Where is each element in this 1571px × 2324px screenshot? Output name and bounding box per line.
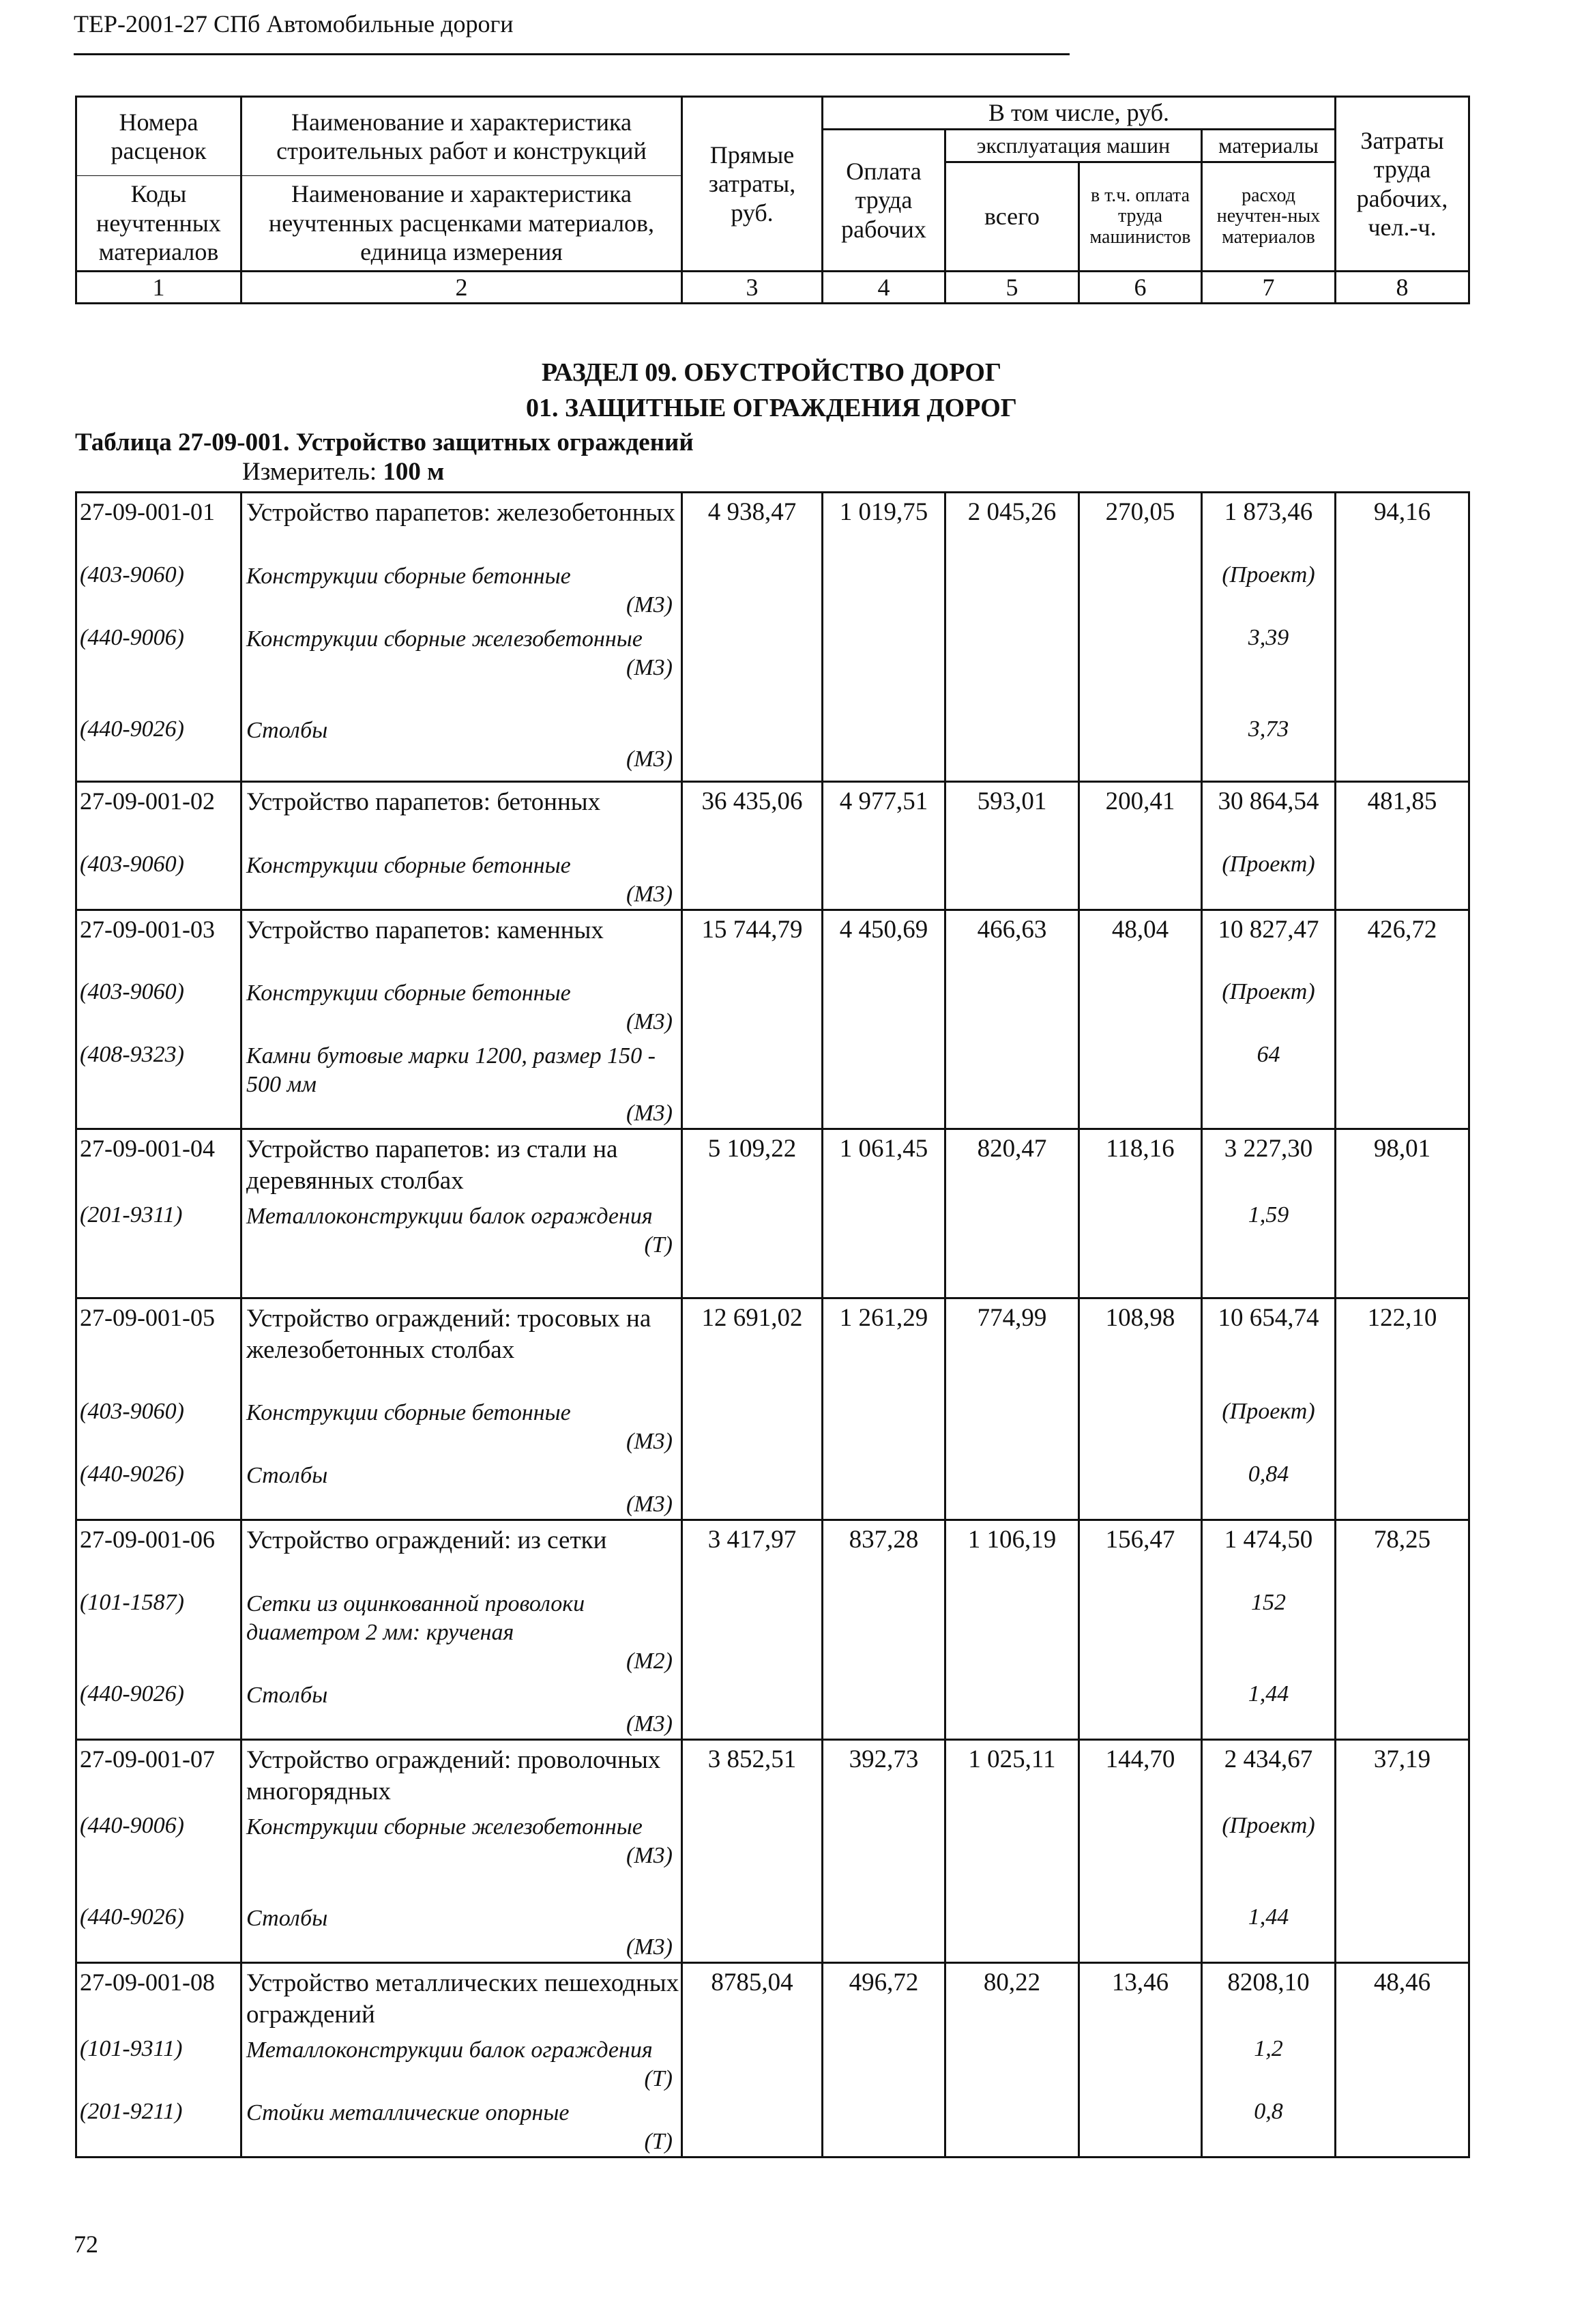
- rate-name: Устройство ограждений: тросовых на железобетонных столбах: [241, 1298, 682, 1393]
- material-code: (440-9026): [76, 1899, 241, 1963]
- empty-cell: [682, 711, 823, 782]
- material-code: (403-9060): [76, 1393, 241, 1456]
- empty-cell: [1079, 846, 1202, 910]
- header-labor-hours: Затраты труда рабочих, чел.-ч.: [1336, 97, 1469, 272]
- rate-machinists-cell: 144,70: [1079, 1739, 1202, 1807]
- page-number: 72: [74, 2231, 98, 2258]
- rate-name: Устройство металлических пешеходных ограждений: [241, 1962, 682, 2031]
- material-row: [76, 2093, 1469, 2158]
- material-quantity: 0,8: [1202, 2093, 1336, 2158]
- material-name: Конструкции сборные бетонные: [246, 1400, 571, 1425]
- rate-direct-cell: 3 852,51: [682, 1739, 823, 1807]
- material-name-cell: [241, 620, 682, 711]
- empty-cell: [682, 557, 823, 620]
- rate-row: [76, 910, 1469, 974]
- rate-direct-cell: 15 744,79: [682, 910, 823, 974]
- empty-cell: [682, 620, 823, 711]
- material-unit: (М3): [626, 1492, 673, 1517]
- rate-materials-cell: 8208,10: [1202, 1962, 1336, 2031]
- column-number: 7: [1202, 272, 1336, 304]
- rate-code: 27-09-001-05: [76, 1298, 241, 1393]
- rate-name: Устройство парапетов: бетонных: [241, 782, 682, 846]
- rate-code: 27-09-001-03: [76, 910, 241, 974]
- column-number: 2: [241, 272, 682, 304]
- rate-labor-cell: 837,28: [823, 1520, 945, 1584]
- material-unit: (Т): [644, 2065, 673, 2091]
- header-material-codes: Коды неучтенных материалов: [76, 176, 241, 272]
- material-code: (440-9006): [76, 1807, 241, 1899]
- empty-cell: [945, 1676, 1079, 1740]
- column-number: 1: [76, 272, 241, 304]
- rate-name: Устройство парапетов: каменных: [241, 910, 682, 974]
- rate-hours-cell: 78,25: [1336, 1520, 1469, 1584]
- empty-cell: [1079, 1676, 1202, 1740]
- empty-cell: [682, 846, 823, 910]
- material-row: [76, 1807, 1469, 1899]
- header-materials: материалы: [1202, 130, 1336, 162]
- rate-labor-cell: 1 061,45: [823, 1129, 945, 1197]
- rate-code: 27-09-001-01: [76, 493, 241, 557]
- material-row: [76, 1584, 1469, 1676]
- material-name: Столбы: [246, 717, 328, 743]
- empty-cell: [682, 2031, 823, 2093]
- material-row: [76, 557, 1469, 620]
- empty-cell: [945, 620, 1079, 711]
- material-code: (440-9026): [76, 1676, 241, 1740]
- empty-cell: [823, 2093, 945, 2158]
- material-row: [76, 1676, 1469, 1740]
- rate-machinists-cell: 270,05: [1079, 493, 1202, 557]
- material-row: [76, 1197, 1469, 1298]
- material-quantity: 64: [1202, 1036, 1336, 1129]
- material-name-cell: [241, 2093, 682, 2158]
- empty-cell: [1336, 1197, 1469, 1298]
- rate-name: Устройство парапетов: из стали на деревянных столбах: [241, 1129, 682, 1197]
- rate-entry: [76, 782, 1469, 910]
- rate-machines-cell: 1 106,19: [945, 1520, 1079, 1584]
- material-name: Столбы: [246, 1682, 328, 1708]
- column-number: 8: [1336, 272, 1469, 304]
- rate-materials-cell: 30 864,54: [1202, 782, 1336, 846]
- rate-direct-cell: 36 435,06: [682, 782, 823, 846]
- rate-hours-cell: 122,10: [1336, 1298, 1469, 1393]
- material-quantity: (Проект): [1202, 846, 1336, 910]
- rate-materials-cell: 3 227,30: [1202, 1129, 1336, 1197]
- empty-cell: [1336, 1676, 1469, 1740]
- rate-machines-cell: 1 025,11: [945, 1739, 1079, 1807]
- header-workers-pay: Оплата труда рабочих: [823, 130, 945, 272]
- rate-machines-cell: 820,47: [945, 1129, 1079, 1197]
- material-quantity: 0,84: [1202, 1456, 1336, 1520]
- empty-cell: [1336, 846, 1469, 910]
- material-row: [76, 1036, 1469, 1129]
- empty-cell: [1336, 2031, 1469, 2093]
- material-code: (403-9060): [76, 974, 241, 1036]
- rate-materials-cell: 10 827,47: [1202, 910, 1336, 974]
- empty-cell: [1336, 1036, 1469, 1129]
- material-unit: (М3): [626, 746, 673, 772]
- rate-machinists-cell: 200,41: [1079, 782, 1202, 846]
- material-name: Стойки металлические опорные: [246, 2100, 570, 2125]
- section-title: РАЗДЕЛ 09. ОБУСТРОЙСТВО ДОРОГ: [541, 358, 1002, 387]
- empty-cell: [945, 1807, 1079, 1899]
- material-name-cell: [241, 711, 682, 782]
- material-quantity: 152: [1202, 1584, 1336, 1676]
- column-number: 5: [945, 272, 1079, 304]
- material-code: (403-9060): [76, 846, 241, 910]
- empty-cell: [945, 2093, 1079, 2158]
- rate-labor-cell: 1 261,29: [823, 1298, 945, 1393]
- empty-cell: [945, 1584, 1079, 1676]
- rate-row: [76, 1520, 1469, 1584]
- empty-cell: [945, 1456, 1079, 1520]
- material-name-cell: [241, 1899, 682, 1963]
- material-quantity: (Проект): [1202, 974, 1336, 1036]
- rate-machinists-cell: 48,04: [1079, 910, 1202, 974]
- rate-machines-cell: 593,01: [945, 782, 1079, 846]
- empty-cell: [823, 1899, 945, 1963]
- header-machine-operation: эксплуатация машин: [945, 130, 1202, 162]
- material-name-cell: [241, 846, 682, 910]
- rate-entry: [76, 1962, 1469, 2157]
- rate-hours-cell: 94,16: [1336, 493, 1469, 557]
- running-header: ТЕР-2001-27 СПб Автомобильные дороги: [74, 10, 514, 38]
- empty-cell: [945, 557, 1079, 620]
- material-name-cell: [241, 1456, 682, 1520]
- material-quantity: 3,73: [1202, 711, 1336, 782]
- empty-cell: [1336, 2093, 1469, 2158]
- empty-cell: [1079, 2031, 1202, 2093]
- header-machines-total: всего: [945, 162, 1079, 272]
- material-code: (201-9311): [76, 1197, 241, 1298]
- rate-labor-cell: 1 019,75: [823, 493, 945, 557]
- empty-cell: [682, 1584, 823, 1676]
- material-name-cell: [241, 1036, 682, 1129]
- rates-table: [75, 491, 1470, 2158]
- rate-name: Устройство парапетов: железобетонных: [241, 493, 682, 557]
- empty-cell: [1079, 620, 1202, 711]
- empty-cell: [823, 1036, 945, 1129]
- rate-machines-cell: 466,63: [945, 910, 1079, 974]
- material-name: Столбы: [246, 1905, 328, 1931]
- header-work-name: Наименование и характеристика строительных работ и конструкций: [241, 97, 682, 176]
- empty-cell: [945, 1197, 1079, 1298]
- unit-label: Измеритель:: [242, 458, 377, 486]
- material-code: (101-9311): [76, 2031, 241, 2093]
- material-name-cell: [241, 1584, 682, 1676]
- material-row: [76, 711, 1469, 782]
- empty-cell: [823, 711, 945, 782]
- material-quantity: (Проект): [1202, 1393, 1336, 1456]
- rate-name: Устройство ограждений: из сетки: [241, 1520, 682, 1584]
- rate-hours-cell: 48,46: [1336, 1962, 1469, 2031]
- empty-cell: [945, 2031, 1079, 2093]
- empty-cell: [1336, 1456, 1469, 1520]
- rate-labor-cell: 392,73: [823, 1739, 945, 1807]
- empty-cell: [945, 1393, 1079, 1456]
- empty-cell: [1336, 711, 1469, 782]
- rate-row: [76, 1129, 1469, 1197]
- empty-cell: [1336, 557, 1469, 620]
- rate-machinists-cell: 108,98: [1079, 1298, 1202, 1393]
- material-quantity: 1,2: [1202, 2031, 1336, 2093]
- material-name: Металлоконструкции балок ограждения: [246, 1204, 653, 1229]
- material-row: [76, 1899, 1469, 1963]
- material-unit: (М3): [626, 654, 673, 680]
- column-number: 3: [682, 272, 823, 304]
- empty-cell: [1079, 711, 1202, 782]
- material-row: [76, 2031, 1469, 2093]
- material-row: [76, 846, 1469, 910]
- empty-cell: [682, 1197, 823, 1298]
- material-name-cell: [241, 1197, 682, 1298]
- empty-cell: [823, 1197, 945, 1298]
- material-unit: (М3): [626, 1842, 673, 1868]
- empty-cell: [823, 974, 945, 1036]
- material-unit: (Т): [644, 1232, 673, 1258]
- empty-cell: [1336, 1807, 1469, 1899]
- empty-cell: [682, 1393, 823, 1456]
- header-direct-costs: Прямые затраты, руб.: [682, 97, 823, 272]
- rate-entry: [76, 493, 1469, 782]
- unit-line: [242, 457, 444, 486]
- material-name-cell: [241, 1807, 682, 1899]
- material-unit: (М3): [626, 1711, 673, 1737]
- material-unit: (М3): [626, 1429, 673, 1454]
- header-unaccounted-materials: расход неучтен-ных материалов: [1202, 162, 1336, 272]
- empty-cell: [682, 1899, 823, 1963]
- empty-cell: [1079, 557, 1202, 620]
- rate-labor-cell: 4 977,51: [823, 782, 945, 846]
- empty-cell: [682, 974, 823, 1036]
- rate-code: 27-09-001-07: [76, 1739, 241, 1807]
- material-row: [76, 620, 1469, 711]
- empty-cell: [682, 1807, 823, 1899]
- rate-name: Устройство ограждений: проволочных многорядных: [241, 1739, 682, 1807]
- material-name: Металлоконструкции балок ограждения: [246, 2037, 653, 2063]
- material-name: Столбы: [246, 1463, 328, 1488]
- empty-cell: [1079, 1036, 1202, 1129]
- rate-materials-cell: 2 434,67: [1202, 1739, 1336, 1807]
- rate-row: [76, 493, 1469, 557]
- empty-cell: [823, 1676, 945, 1740]
- rate-materials-cell: 1 873,46: [1202, 493, 1336, 557]
- header-material-name: Наименование и характеристика неучтенных расценками материалов, единица измерения: [241, 176, 682, 272]
- material-name: Конструкции сборные железобетонные: [246, 626, 643, 652]
- rate-row: [76, 1298, 1469, 1393]
- empty-cell: [1336, 1393, 1469, 1456]
- rate-direct-cell: 8785,04: [682, 1962, 823, 2031]
- material-code: (408-9323): [76, 1036, 241, 1129]
- empty-cell: [823, 1807, 945, 1899]
- material-unit: (М3): [626, 1101, 673, 1126]
- rate-code: 27-09-001-08: [76, 1962, 241, 2031]
- table-caption: Таблица 27-09-001. Устройство защитных ограждений: [75, 429, 694, 456]
- column-number: 4: [823, 272, 945, 304]
- material-name-cell: [241, 974, 682, 1036]
- empty-cell: [945, 974, 1079, 1036]
- material-code: (440-9006): [76, 620, 241, 711]
- empty-cell: [1079, 1899, 1202, 1963]
- rate-row: [76, 782, 1469, 846]
- rate-hours-cell: 37,19: [1336, 1739, 1469, 1807]
- rate-machines-cell: 80,22: [945, 1962, 1079, 2031]
- empty-cell: [823, 846, 945, 910]
- rate-materials-cell: 10 654,74: [1202, 1298, 1336, 1393]
- empty-cell: [1336, 974, 1469, 1036]
- rate-entry: [76, 1298, 1469, 1520]
- material-row: [76, 974, 1469, 1036]
- empty-cell: [1079, 1456, 1202, 1520]
- rate-labor-cell: 4 450,69: [823, 910, 945, 974]
- material-row: [76, 1456, 1469, 1520]
- rate-hours-cell: 426,72: [1336, 910, 1469, 974]
- column-header-table: [75, 96, 1470, 304]
- rate-entry: [76, 1739, 1469, 1962]
- material-unit: (М3): [626, 881, 673, 907]
- empty-cell: [1079, 1584, 1202, 1676]
- empty-cell: [682, 1456, 823, 1520]
- rate-direct-cell: 12 691,02: [682, 1298, 823, 1393]
- rate-code: 27-09-001-06: [76, 1520, 241, 1584]
- material-name-cell: [241, 1676, 682, 1740]
- material-code: (403-9060): [76, 557, 241, 620]
- empty-cell: [682, 2093, 823, 2158]
- empty-cell: [823, 1393, 945, 1456]
- empty-cell: [1079, 1393, 1202, 1456]
- rate-direct-cell: 5 109,22: [682, 1129, 823, 1197]
- material-name: Конструкции сборные железобетонные: [246, 1814, 643, 1840]
- rate-code: 27-09-001-02: [76, 782, 241, 846]
- empty-cell: [1336, 1899, 1469, 1963]
- material-name: Конструкции сборные бетонные: [246, 981, 571, 1006]
- rate-machinists-cell: 156,47: [1079, 1520, 1202, 1584]
- rate-direct-cell: 4 938,47: [682, 493, 823, 557]
- material-name: Конструкции сборные бетонные: [246, 852, 571, 878]
- material-unit: (Т): [644, 2128, 673, 2154]
- material-quantity: 3,39: [1202, 620, 1336, 711]
- rate-entry: [76, 1520, 1469, 1740]
- rate-code: 27-09-001-04: [76, 1129, 241, 1197]
- empty-cell: [945, 1036, 1079, 1129]
- rate-hours-cell: 481,85: [1336, 782, 1469, 846]
- material-unit: (М2): [626, 1648, 673, 1674]
- empty-cell: [823, 1456, 945, 1520]
- material-unit: (М3): [626, 1009, 673, 1034]
- rate-machines-cell: 774,99: [945, 1298, 1079, 1393]
- empty-cell: [1079, 1807, 1202, 1899]
- empty-cell: [1079, 2093, 1202, 2158]
- header-machinists-pay: в т.ч. оплата труда машинистов: [1079, 162, 1202, 272]
- section-subtitle: 01. ЗАЩИТНЫЕ ОГРАЖДЕНИЯ ДОРОГ: [526, 394, 1017, 422]
- rate-machines-cell: 2 045,26: [945, 493, 1079, 557]
- empty-cell: [1336, 1584, 1469, 1676]
- material-name: Конструкции сборные бетонные: [246, 563, 571, 589]
- material-name: Сетки из оцинкованной проволоки диаметром 2 мм: крученая: [246, 1591, 585, 1645]
- empty-cell: [945, 711, 1079, 782]
- empty-cell: [823, 2031, 945, 2093]
- material-name-cell: [241, 557, 682, 620]
- material-unit: (М3): [626, 592, 673, 618]
- header-including-group: В том числе, руб.: [823, 97, 1336, 130]
- material-name: Камни бутовые марки 1200, размер 150 - 500 мм: [246, 1043, 656, 1097]
- rate-labor-cell: 496,72: [823, 1962, 945, 2031]
- empty-cell: [682, 1036, 823, 1129]
- rate-entry: [76, 910, 1469, 1129]
- material-quantity: 1,59: [1202, 1197, 1336, 1298]
- material-code: (440-9026): [76, 1456, 241, 1520]
- material-row: [76, 1393, 1469, 1456]
- material-code: (101-1587): [76, 1584, 241, 1676]
- empty-cell: [945, 1899, 1079, 1963]
- empty-cell: [1336, 620, 1469, 711]
- empty-cell: [823, 1584, 945, 1676]
- material-unit: (М3): [626, 1934, 673, 1960]
- material-code: (440-9026): [76, 711, 241, 782]
- material-name-cell: [241, 2031, 682, 2093]
- material-quantity: 1,44: [1202, 1676, 1336, 1740]
- material-quantity: (Проект): [1202, 557, 1336, 620]
- empty-cell: [945, 846, 1079, 910]
- rate-machinists-cell: 13,46: [1079, 1962, 1202, 2031]
- empty-cell: [1079, 974, 1202, 1036]
- rate-materials-cell: 1 474,50: [1202, 1520, 1336, 1584]
- unit-value: 100 м: [383, 458, 445, 486]
- empty-cell: [1079, 1197, 1202, 1298]
- rate-entry: [76, 1129, 1469, 1298]
- empty-cell: [823, 620, 945, 711]
- rate-machinists-cell: 118,16: [1079, 1129, 1202, 1197]
- header-rule: [74, 53, 1070, 55]
- rate-row: [76, 1962, 1469, 2031]
- header-rate-numbers: Номера расценок: [76, 97, 241, 176]
- rate-hours-cell: 98,01: [1336, 1129, 1469, 1197]
- empty-cell: [682, 1676, 823, 1740]
- material-quantity: 1,44: [1202, 1899, 1336, 1963]
- rate-direct-cell: 3 417,97: [682, 1520, 823, 1584]
- column-number: 6: [1079, 272, 1202, 304]
- empty-cell: [823, 557, 945, 620]
- material-name-cell: [241, 1393, 682, 1456]
- material-code: (201-9211): [76, 2093, 241, 2158]
- material-quantity: (Проект): [1202, 1807, 1336, 1899]
- rate-row: [76, 1739, 1469, 1807]
